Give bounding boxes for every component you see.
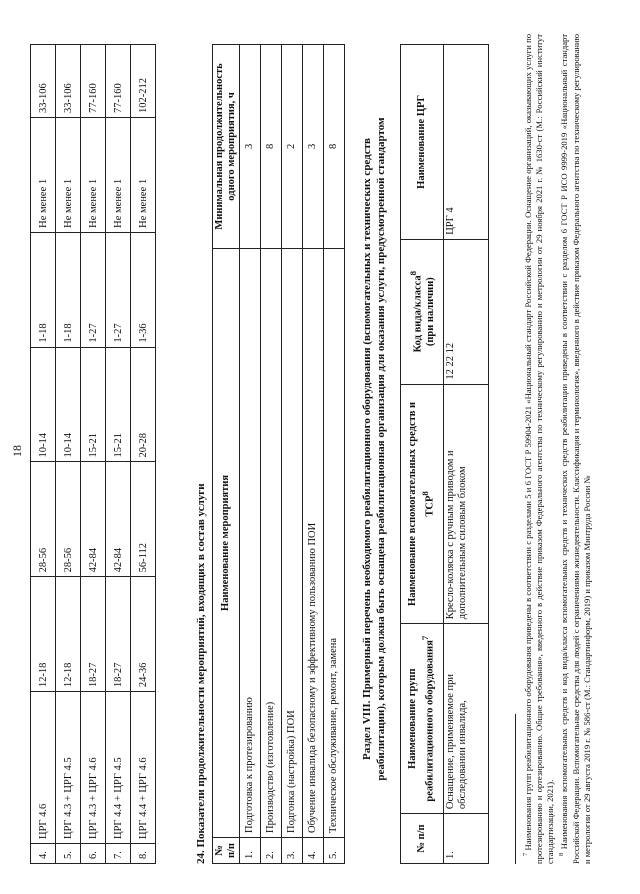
eq-crg-header: Наименование ЦРГ	[401, 45, 444, 240]
value-c6: 102-212	[131, 45, 156, 118]
table-row	[31, 45, 56, 864]
value-c4: 1-27	[106, 232, 131, 347]
value-c5: Не менее 1	[131, 117, 156, 232]
footnote-8	[556, 34, 592, 864]
col-num-header: № п/п	[213, 838, 240, 864]
value-c4: 1-18	[56, 232, 81, 347]
activity-duration: 3	[303, 45, 324, 249]
footnote-7	[520, 34, 556, 864]
table-row	[261, 45, 282, 864]
row-number: 5.	[56, 844, 81, 864]
value-c4: 1-18	[31, 232, 56, 347]
row-number: 3.	[282, 838, 303, 864]
activity-duration: 8	[324, 45, 345, 249]
value-c1: 24-36	[131, 577, 156, 692]
value-c5: Не менее 1	[106, 117, 131, 232]
footnotes	[520, 34, 593, 864]
value-c2: 28-56	[56, 462, 81, 577]
eq-aids-header-text: Наименование вспомогательных средств и ТСР	[407, 401, 436, 606]
row-number: 4.	[303, 838, 324, 864]
value-c1: 12-18	[56, 577, 81, 692]
group-name: ЦРГ 4.4 + ЦРГ 4.6	[131, 692, 156, 844]
section8-heading-line2: реабилитации), которым должна быть оснащена реабилитационная организация для оказания услуги, предусмотренной стандартом	[375, 117, 387, 781]
value-c6: 33-106	[56, 45, 81, 118]
value-c3: 15-21	[81, 347, 106, 462]
value-c3: 20-28	[131, 347, 156, 462]
row-number: 4.	[31, 844, 56, 864]
table-row	[106, 45, 131, 864]
value-c1: 18-27	[81, 577, 106, 692]
equipment-table	[400, 44, 489, 864]
section24-heading: 24. Показатели продолжительности мероприятий, входящих в состав услуги	[195, 483, 207, 864]
table-row	[303, 45, 324, 864]
eq-aids-header-sup: 8	[420, 491, 431, 496]
value-c2: 42-84	[81, 462, 106, 577]
col-name-header: Наименование мероприятия	[213, 248, 240, 837]
eq-num-header: № п/п	[401, 814, 444, 864]
activity-duration: 2	[282, 45, 303, 249]
eq-group-header-sup: 7	[420, 635, 431, 641]
activities-table	[212, 44, 345, 864]
value-c4: 1-36	[131, 232, 156, 347]
table-row	[282, 45, 303, 864]
value-c6: 77-160	[106, 45, 131, 118]
value-c6: 77-160	[81, 45, 106, 118]
row-number: 6.	[81, 844, 106, 864]
table-row	[131, 45, 156, 864]
duration-table	[30, 44, 156, 864]
value-c5: Не менее 1	[31, 117, 56, 232]
eq-aids-header	[401, 384, 444, 624]
crg-name: ЦРГ 4	[444, 45, 489, 240]
table-row	[56, 45, 81, 864]
eq-code-header	[401, 239, 444, 384]
table-row	[81, 45, 106, 864]
row-number: 1.	[444, 814, 489, 864]
value-c5: Не менее 1	[81, 117, 106, 232]
value-c5: Не менее 1	[56, 117, 81, 232]
table-row	[444, 45, 489, 864]
activity-duration: 8	[261, 45, 282, 249]
table-row	[324, 45, 345, 864]
row-number: 5.	[324, 838, 345, 864]
footnote-8-mark: 8	[558, 852, 566, 856]
class-code: 12 22 12	[444, 239, 489, 384]
value-c3: 15-21	[106, 347, 131, 462]
table-row	[240, 45, 261, 864]
section8-heading	[360, 34, 388, 864]
footnote-7-mark: 7	[522, 852, 529, 856]
row-number: 2.	[261, 838, 282, 864]
equipment-group: Оснащение, применяемое при обследовании инвалида,	[444, 624, 489, 814]
footnote-7-text: Наименования групп реабилитационного оборудования приведены в соответствии с разделами 5 и 6 ГОСТ Р 59904-2021 «Национальный стандарт Российской Федерации. Оснащение организаций, оказывающих услуги по протезированию и ортезированию. Общие требования», введенного в действие приказом Федерального агентства по техническому регулированию и метрологии от 29 ноября 2021 г. № 1630-ст (М.: Российский институт стандартизации, 2021).	[522, 34, 556, 864]
value-c6: 33-106	[31, 45, 56, 118]
aids-name: Кресло-коляска с ручным приводом и дополнительным силовым блоком	[444, 384, 489, 624]
activity-name: Подготовка к протезированию	[240, 248, 261, 837]
section8-heading-line1: Раздел VIII. Примерный перечень необходимого реабилитационного оборудования (вспомогательных и технических средств	[361, 138, 373, 760]
group-name: ЦРГ 4.4 + ЦРГ 4.5	[106, 692, 131, 844]
eq-code-header-sup: 8	[408, 270, 419, 276]
value-c1: 18-27	[106, 577, 131, 692]
footnote-8-text: Наименования вспомогательных средств и код вида/класса вспомогательных средств и технических средств реабилитации приведены в соответствии с разделом 6 ГОСТ Р ИСО 9999-2019 «Национальный стандарт Российской Федерации. Вспомогательные средства для людей с ограничениями жизнедеятельности. Классификация и терминология», введенного в действие приказом Федерального агентства по техническому регулированию и метрологии от 29 августа 2019 г. № 586-ст (М.: Стандартинформ, 2019) и приказом Минтруда России №	[559, 34, 592, 864]
activity-name: Техническое обслуживание, ремонт, замена	[324, 248, 345, 837]
activity-name: Обучение инвалида безопасному и эффективному пользованию ПОИ	[303, 248, 324, 837]
value-c2: 42-84	[106, 462, 131, 577]
row-number: 1.	[240, 838, 261, 864]
value-c2: 28-56	[31, 462, 56, 577]
activity-duration: 3	[240, 45, 261, 249]
value-c3: 10-14	[56, 347, 81, 462]
group-name: ЦРГ 4.3 + ЦРГ 4.5	[56, 692, 81, 844]
activity-name: Производство (изготовление)	[261, 248, 282, 837]
page-number: 18	[10, 445, 24, 457]
eq-code-header-note: (при наличии)	[424, 277, 436, 347]
eq-group-header-text: Наименование групп реабилитационного оборудования	[407, 640, 436, 802]
col-duration-header: Минимальная продолжительность одного мероприятия, ч	[213, 45, 240, 249]
group-name: ЦРГ 4.3 + ЦРГ 4.6	[81, 692, 106, 844]
row-number: 7.	[106, 844, 131, 864]
group-name: ЦРГ 4.6	[31, 692, 56, 844]
value-c2: 56-112	[131, 462, 156, 577]
eq-group-header	[401, 624, 444, 814]
value-c3: 10-14	[31, 347, 56, 462]
footnote-separator	[515, 714, 516, 864]
value-c1: 12-18	[31, 577, 56, 692]
row-number: 8.	[131, 844, 156, 864]
activity-name: Подгонка (настройка) ПОИ	[282, 248, 303, 837]
value-c4: 1-27	[81, 232, 106, 347]
eq-code-header-text: Код вида/класса	[412, 275, 424, 353]
